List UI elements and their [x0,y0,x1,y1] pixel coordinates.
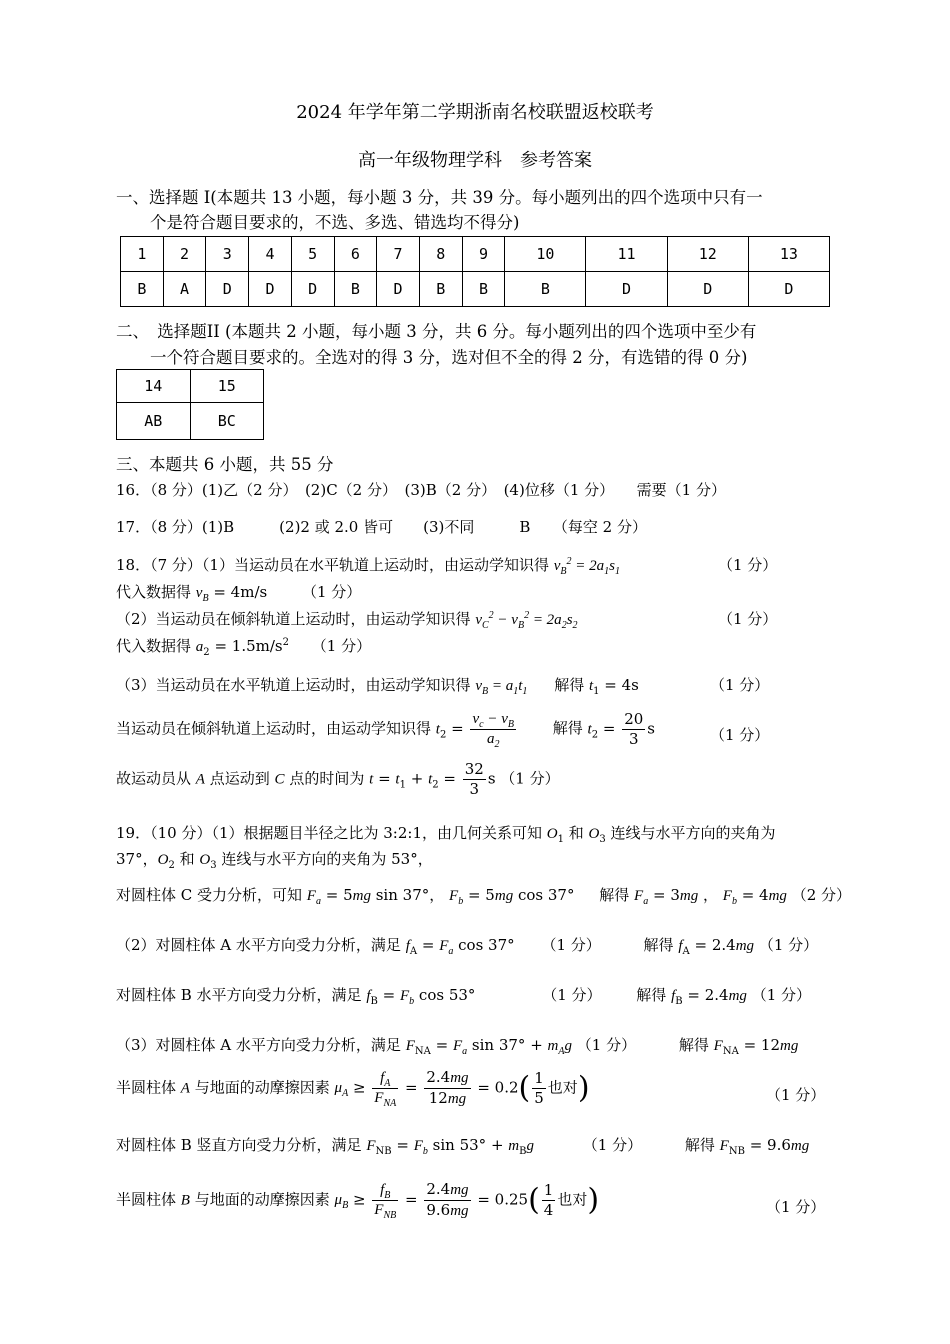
table-cell: 11 [586,237,667,272]
q18-total-time-fraction: $\frac{32}{3}$ [464,760,484,798]
q19-formula-4: $f_A = F_a$ cos 37° [405,936,515,957]
q19-formula-6: $F_{NA} = F_a$ $\sin 37^\circ + m_Ag$ [405,1036,572,1057]
q18-score-5: （1 分） [710,676,770,694]
section2-heading-line2: 一个符合题目要求的。全选对的得 3 分，选对但不全的得 2 分，有选错的得 0 分) [150,348,748,367]
q19-score-7: （1 分） [766,1086,826,1104]
q18-score-1: （1 分） [718,556,778,574]
q18-line5: （3）当运动员在水平轨道上运动时，由运动学知识得 $v_B = a_1t_1$ 解得 $t_1 = 4s$ [116,676,639,697]
table-cell: 3 [206,237,249,272]
section1-heading-line2: 个是符合题目要求的，不选、多选、错选均不得分) [150,213,520,232]
q19-line4: （2）对圆柱体 A 水平方向受力分析，满足 $f_A = F_a$ cos 37° （1 分） 解得 $f_A = 2.4mg$ （1 分） [116,936,819,957]
table-cell: 1 [121,237,164,272]
q18-line4: 代入数据得 $a_2 = 1.5m/s^2$ （1 分） [116,637,372,658]
q18-line6: 当运动员在倾斜轨道上运动时，由运动学知识得 $t_2$ = $\frac{v_c - v_B}{a_2}$ 解得 $t_2$ = $\frac{20}{3}$ s [116,710,655,750]
table-cell: AB [117,403,191,440]
table-cell: D [249,272,292,307]
table-cell: 7 [377,237,420,272]
section2-answer-table [116,369,264,440]
q19-line7: 半圆柱体 A 与地面的动摩擦因素 $\mu_A$ ≥ $\frac{f_A}{F_{NA}}$ = $\frac{2.4mg}{12mg}$ = 0.2( $\frac{1}{5}$ 也对) [116,1068,590,1109]
q18-result-fraction-6: $\frac{20}{3}$ [624,710,644,748]
table-cell: D [748,272,829,307]
section1-number-row [121,237,830,272]
exam-subtitle: 高一年级物理学科 参考答案 [358,150,592,171]
table-cell: D [206,272,249,307]
table-cell: 14 [117,370,191,403]
table-cell: D [586,272,667,307]
section2-heading-line1: 二、 选择题II (本题共 2 小题，每小题 3 分，共 6 分。每小题列出的四个选项中至少有 [116,322,757,341]
q18-result-5: $t_1 = 4s$ [588,676,639,697]
table-cell: D [667,272,748,307]
table-cell: 13 [748,237,829,272]
q18-score-6: （1 分） [710,726,770,744]
q19-result-4: $f_A = 2.4mg$ [678,936,755,957]
q18-score-2: （1 分） [301,583,362,601]
section1-answer-table [120,236,830,307]
section2-number-row [117,370,264,403]
q19-result-6: $F_{NA} = 12mg$ [713,1036,799,1057]
q19-formula-3: $F_a = 5mg$ sin 37°， $F_b = 5mg$ cos 37° [306,886,575,907]
q19-line8: 对圆柱体 B 竖直方向受力分析，满足 $F_{NB} = F_b$ $\sin 53^\circ + m_Bg$ （1 分） 解得 $F_{NB} = 9.6mg$ [116,1136,810,1157]
table-cell: 12 [667,237,748,272]
q19-score-9: （1 分） [766,1198,826,1216]
q18-formula-1: $v_B^2 = 2a_1s_1$ [553,556,620,577]
table-cell: BC [190,403,264,440]
q19-result-8: $F_{NB} = 9.6mg$ [719,1136,810,1157]
q18-fraction-6: $\frac{v_c - v_B}{a_2}$ [472,711,514,750]
q16-answer: 16．（8 分）(1)乙（2 分） (2)C（2 分） (3)B（2 分） (4)位移（1 分） 需要（1 分） [116,481,726,499]
q19-line9: 半圆柱体 B 与地面的动摩擦因素 $\mu_B$ ≥ $\frac{f_B}{F_{NB}}$ = $\frac{2.4mg}{9.6mg}$ = 0.25( $\frac{1}{4}$ 也对) [116,1180,600,1221]
table-cell: B [419,272,462,307]
q19-line1: 19．（10 分）（1）根据题目半径之比为 3:2:1，由几何关系可知 $O_1$ 和 $O_3$ 连线与水平方向的夹角为 [116,824,776,845]
table-cell: 5 [291,237,334,272]
q18-score-4: （1 分） [311,637,372,655]
table-cell: D [377,272,420,307]
q19-line3: 对圆柱体 C 受力分析，可知 $F_a = 5mg$ sin 37°， $F_b = 5mg$ cos 37° 解得 $F_a = 3mg$ ， $F_b = 4mg$ （2 分） [116,886,852,907]
q19-line2: 37°，$O_2$ 和 $O_3$ 连线与水平方向的夹角为 53°， [116,850,433,871]
q19-line6: （3）对圆柱体 A 水平方向受力分析，满足 $F_{NA} = F_a$ $\sin 37^\circ + m_Ag$ （1 分） 解得 $F_{NA} = 12mg$ [116,1036,799,1057]
q17-answer: 17．（8 分）(1)B (2)2 或 2.0 皆可 (3)不同 B （每空 2 分） [116,518,647,536]
q18-line2: 代入数据得 $v_B = 4m/s$ （1 分） [116,583,362,604]
table-cell: A [163,272,206,307]
q18-formula-5: $v_B = a_1t_1$ [475,678,528,697]
q18-formula-2: $v_B = 4m/s$ [195,583,268,604]
section3-heading: 三、本题共 6 小题，共 55 分 [116,455,334,474]
table-cell: D [291,272,334,307]
table-cell: 9 [462,237,505,272]
q19-line5: 对圆柱体 B 水平方向受力分析，满足 $f_B = F_b$ cos 53° （1 分） 解得 $f_B = 2.4mg$ （1 分） [116,986,812,1007]
section2-answer-row [117,403,264,440]
table-cell: 2 [163,237,206,272]
q18-formula-4: $a_2 = 1.5m/s^2$ [195,637,289,658]
table-cell: 6 [334,237,377,272]
q19-result-5: $f_B = 2.4mg$ [671,986,747,1007]
table-cell: 8 [419,237,462,272]
exam-title: 2024 年学年第二学期浙南名校联盟返校联考 [296,102,654,123]
q18-score-3: （1 分） [718,610,778,628]
table-cell: B [462,272,505,307]
table-cell: B [505,272,586,307]
table-cell: B [121,272,164,307]
q18-formula-3: $v_C^2 - v_B^2 = 2a_2s_2$ [475,610,578,631]
section1-heading-line1: 一、选择题 I(本题共 13 小题，每小题 3 分，共 39 分。每小题列出的四个选项中只有一 [116,188,763,207]
table-cell: 10 [505,237,586,272]
q18-line7: 故运动员从 A 点运动到 C 点的时间为 $t = t_1 + t_2$ = $\frac{32}{3}$ s （1 分） [116,760,560,798]
table-cell: 4 [249,237,292,272]
q18-line1: 18．（7 分）（1）当运动员在水平轨道上运动时，由运动学知识得 $v_B^2 = 2a_1s_1$ [116,556,620,577]
table-cell: 15 [190,370,264,403]
table-cell: B [334,272,377,307]
q19-formula-5: $f_B = F_b$ cos 53° [366,986,476,1007]
q18-line3: （2）当运动员在倾斜轨道上运动时，由运动学知识得 $v_C^2 - v_B^2 = 2a_2s_2$ [116,610,578,631]
q19-result-3: $F_a = 3mg$ ， $F_b = 4mg$ [634,886,787,907]
section1-answer-row [121,272,830,307]
q19-formula-8: $F_{NB} = F_b$ $\sin 53^\circ + m_Bg$ [366,1136,534,1157]
